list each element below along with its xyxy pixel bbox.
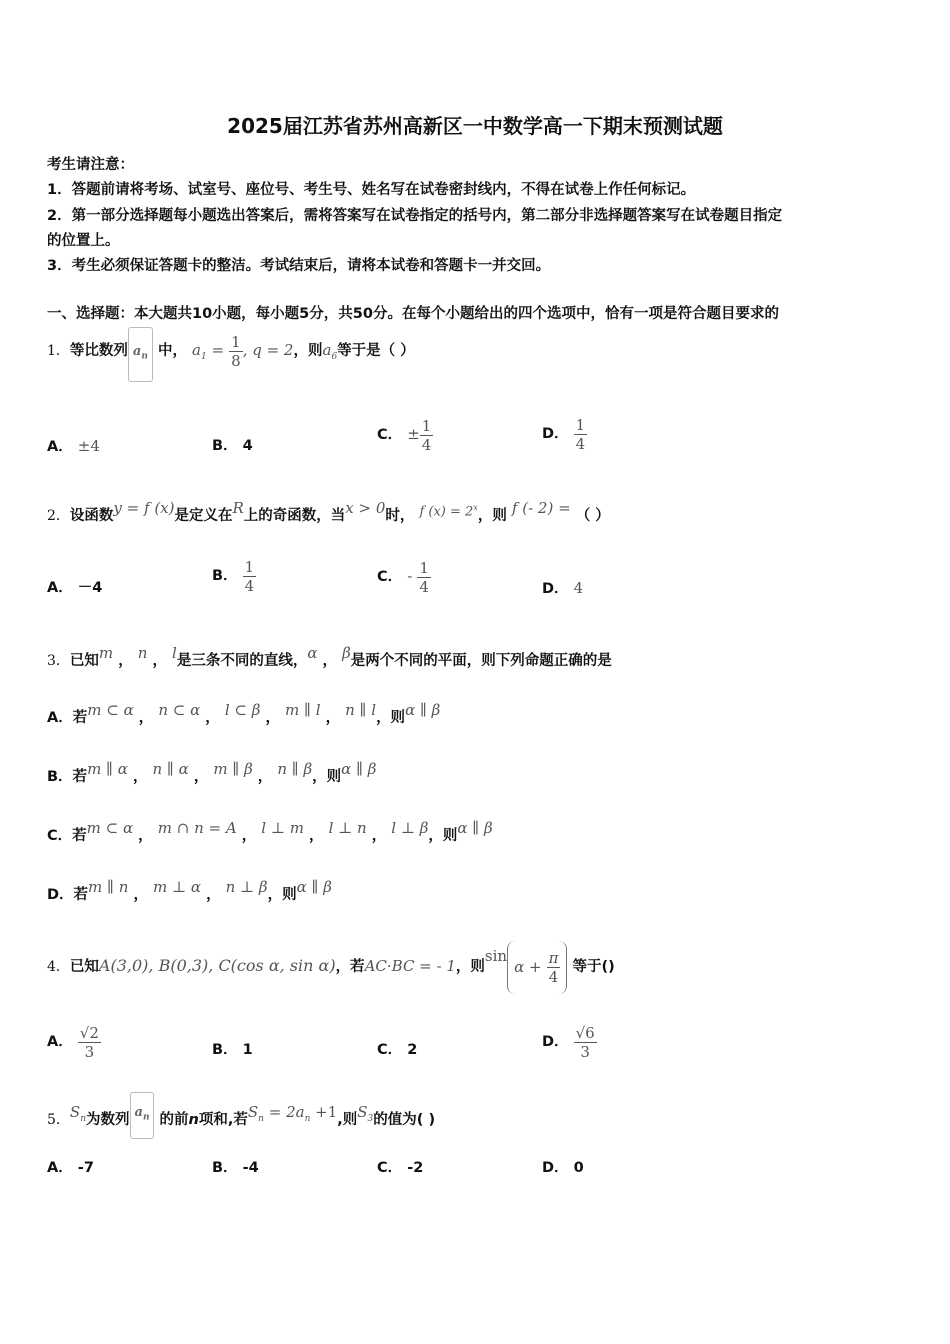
sin-argument: α + $\frac{\pi}{4}$ xyxy=(507,941,567,994)
q1-option-a: A． ±4 xyxy=(47,437,100,455)
question-1: 1．等比数列 $a_n$ 中， $a_1$ = $\frac{1}{8}$ , q = 2，则$a_6$等于是（ ） xyxy=(47,326,415,374)
q1-option-b: B． 4 xyxy=(212,438,253,454)
q2-option-b: B． $\frac{1}{4}$ xyxy=(212,557,255,595)
notice-line-3: 3．考生必须保证答题卡的整洁。考试结束后，请将本试卷和答题卡一并交回。 xyxy=(47,258,551,274)
q3-option-d: D．若m ∥ n ， m ⊥ α ， n ⊥ β，则α ∥ β xyxy=(47,878,332,903)
condition-a1: $a_1$ = xyxy=(192,341,225,362)
q4-option-a: A． $\frac{√2}{3}$ xyxy=(47,1023,99,1061)
q5-option-c: C． -2 xyxy=(377,1160,424,1176)
q3-option-c: C．若m ⊂ α ， m ∩ n = A ， l ⊥ m ， l ⊥ n ， l ⊥ β，则α ∥ β xyxy=(47,819,493,844)
fraction-one-eighth: $\frac{1}{8}$ xyxy=(231,332,241,370)
f-of-minus-2: f (- 2) = xyxy=(511,499,571,517)
question-5: 5．$S_n$为数列 $a_n$ 的前n项和,若$S_n = 2a_n +1$,则$S_3$的值为( ) xyxy=(47,1100,435,1140)
question-3: 3．已知m ， n ， l是三条不同的直线，α ， β是两个不同的平面，则下列命题正确的是 xyxy=(47,644,612,669)
q4-option-b: B． 1 xyxy=(212,1042,253,1058)
page-title: 2025届江苏省苏州高新区一中数学高一下期末预测试题 xyxy=(227,114,723,138)
q1-option-d: D． $\frac{1}{4}$ xyxy=(542,415,586,453)
section-heading: 一、选择题：本大题共10小题，每小题5分，共50分。在每个小题给出的四个选项中，恰有一项是符合题目要求的 xyxy=(47,306,779,322)
sum-S3: $S_3$ xyxy=(357,1103,374,1124)
target-a6: $a_6$ xyxy=(322,341,338,362)
q3-option-a: A．若m ⊂ α ， n ⊂ α ， l ⊂ β ， m ∥ l ， n ∥ l，则α ∥ β xyxy=(47,701,441,726)
sequence-notation: $a_n$ xyxy=(130,1092,155,1139)
question-4: 4．已知A(3,0), B(0,3), C(cos α, sin α)，若AC·BC = - 1，则sinα + $\frac{\pi}{4}$ 等于() xyxy=(47,940,615,992)
sum-equation: $S_n = 2a_n +1$ xyxy=(247,1103,338,1124)
question-2: 2．设函数y = f (x)是定义在R上的奇函数，当x > 0时， f $(x) = 2^x$，则 f (- 2) = （ ） xyxy=(47,500,610,532)
q2-option-c: C． - $\frac{1}{4}$ xyxy=(377,558,429,596)
function-y-fx: y = f (x) xyxy=(113,499,175,517)
condition-x-positive: x > 0 xyxy=(345,499,386,517)
notice-heading: 考生请注意： xyxy=(47,157,134,173)
q5-option-b: B． -4 xyxy=(212,1160,259,1176)
q2-option-a: A． －4 xyxy=(47,580,103,596)
condition-q: , q = 2 xyxy=(242,341,294,359)
set-R: R xyxy=(232,499,244,517)
sum-Sn: $S_n$ xyxy=(69,1103,86,1124)
points-abc: A(3,0), B(0,3), C(cos α, sin α) xyxy=(98,956,336,975)
q5-option-d: D． 0 xyxy=(542,1160,584,1176)
q4-option-c: C． 2 xyxy=(377,1042,418,1058)
sequence-notation: $a_n$ xyxy=(128,327,153,382)
q3-option-b: B．若m ∥ α ， n ∥ α ， m ∥ β ， n ∥ β，则α ∥ β xyxy=(47,760,377,785)
q4-option-d: D． $\frac{√6}{3}$ xyxy=(542,1023,595,1061)
notice-line-2b: 的位置上。 xyxy=(47,233,120,249)
q2-option-d: D． 4 xyxy=(542,579,584,597)
notice-line-1: 1．答题前请将考场、试室号、座位号、考生号、姓名写在试卷密封线内，不得在试卷上作任何标记。 xyxy=(47,182,696,198)
fx-definition: f $(x) = 2^x$ xyxy=(419,503,478,520)
notice-line-2a: 2．第一部分选择题每小题选出答案后，需将答案写在试卷指定的括号内，第二部分非选择题答案写在试卷题目指定 xyxy=(47,208,783,224)
question-number: 1． xyxy=(47,343,70,359)
q5-option-a: A． -7 xyxy=(47,1160,94,1176)
q1-option-c: C． ± $\frac{1}{4}$ xyxy=(377,416,432,454)
vector-condition: AC·BC = - 1 xyxy=(364,957,456,975)
